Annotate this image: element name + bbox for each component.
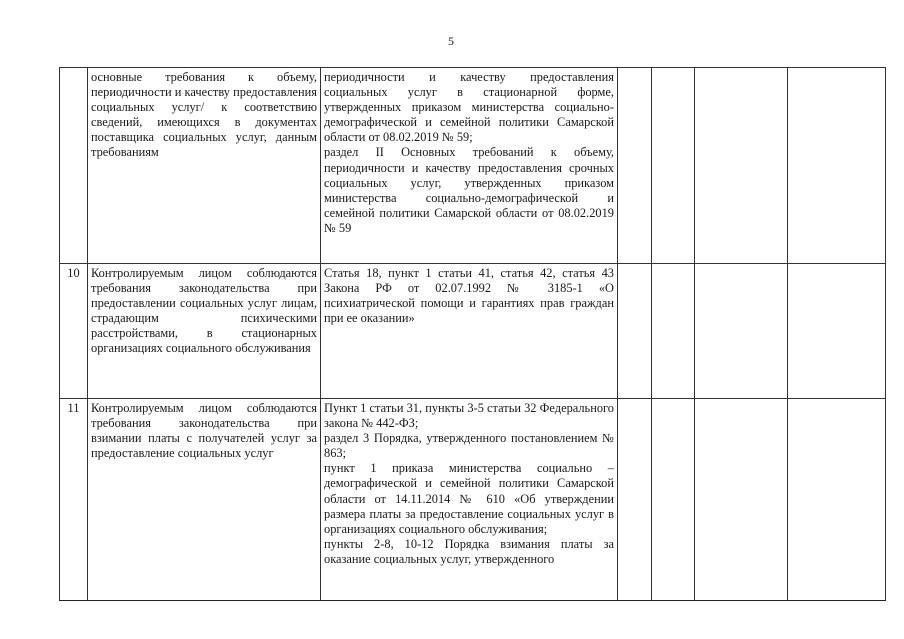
legal-act-text: пункты 2-8, 10-12 Порядка взимания платы за оказание социальных услуг, утвержденного: [324, 536, 614, 566]
answer-cell-no: [652, 399, 695, 601]
answer-cell-yes: [618, 264, 652, 399]
answer-cell-no: [652, 68, 695, 264]
legal-act-text: пункт 1 приказа министерства социально – демографической и семейной политики Самарской области от 14.11.2014 № 610 «Об утверждении размера платы за предоставление социальных услуг в организациях социального обслуживания;: [324, 461, 614, 536]
answer-cell-yes: [618, 68, 652, 264]
legal-act-text: Пункт 1 статьи 31, пункты 3-5 статьи 32 Федерального закона № 442-ФЗ;: [324, 401, 614, 431]
notes-cell: [788, 264, 886, 399]
answer-cell-na: [695, 68, 788, 264]
answer-cell-na: [695, 399, 788, 601]
answer-cell-no: [652, 264, 695, 399]
legal-act-text: периодичности и качеству предоставления социальных услуг в стационарной форме, утвержденных приказом министерства социально-демографической и семейной политики Самарской области от 08.02.2019 № 59;: [324, 70, 614, 145]
legal-act-text: раздел II Основных требований к объему, периодичности и качеству предоставления срочных социальных услуг, утвержденных приказом министерства социально-демографической и семейной политики Самарской области от 08.02.2019 № 59: [324, 145, 614, 235]
table-row: [60, 399, 886, 601]
legal-act-text: Статья 18, пункт 1 статьи 41, статья 42, статья 43 Закона РФ от 02.07.1992 № 3185-1 «О психиатрической помощи и гарантиях прав граждан при ее оказании»: [324, 266, 614, 326]
legal-acts-cell: [321, 399, 618, 601]
checklist-table: [59, 67, 886, 601]
page-number: 5: [448, 34, 454, 48]
row-number: 10: [60, 264, 88, 399]
answer-cell-yes: [618, 399, 652, 601]
notes-cell: [788, 399, 886, 601]
answer-cell-na: [695, 264, 788, 399]
notes-cell: [788, 68, 886, 264]
row-number: 11: [60, 399, 88, 601]
row-number: [60, 68, 88, 264]
legal-acts-cell: [321, 68, 618, 264]
legal-acts-cell: [321, 264, 618, 399]
requirement-cell: основные требования к объему, периодичности и качеству предоставления социальных услуг/ к соответствию сведений, имеющихся в документах поставщика социальных услуг, данным требованиям: [88, 68, 321, 264]
legal-act-text: раздел 3 Порядка, утвержденного постановлением № 863;: [324, 431, 614, 461]
requirement-cell: Контролируемым лицом соблюдаются требования законодательства при взимании платы с получателей услуг за предоставление социальных услуг: [88, 399, 321, 601]
requirement-cell: Контролируемым лицом соблюдаются требования законодательства при предоставлении социальных услуг лицам, страдающим психическими расстройствами, в стационарных организациях социального обслуживания: [88, 264, 321, 399]
table-row: [60, 68, 886, 264]
table-row: [60, 264, 886, 399]
